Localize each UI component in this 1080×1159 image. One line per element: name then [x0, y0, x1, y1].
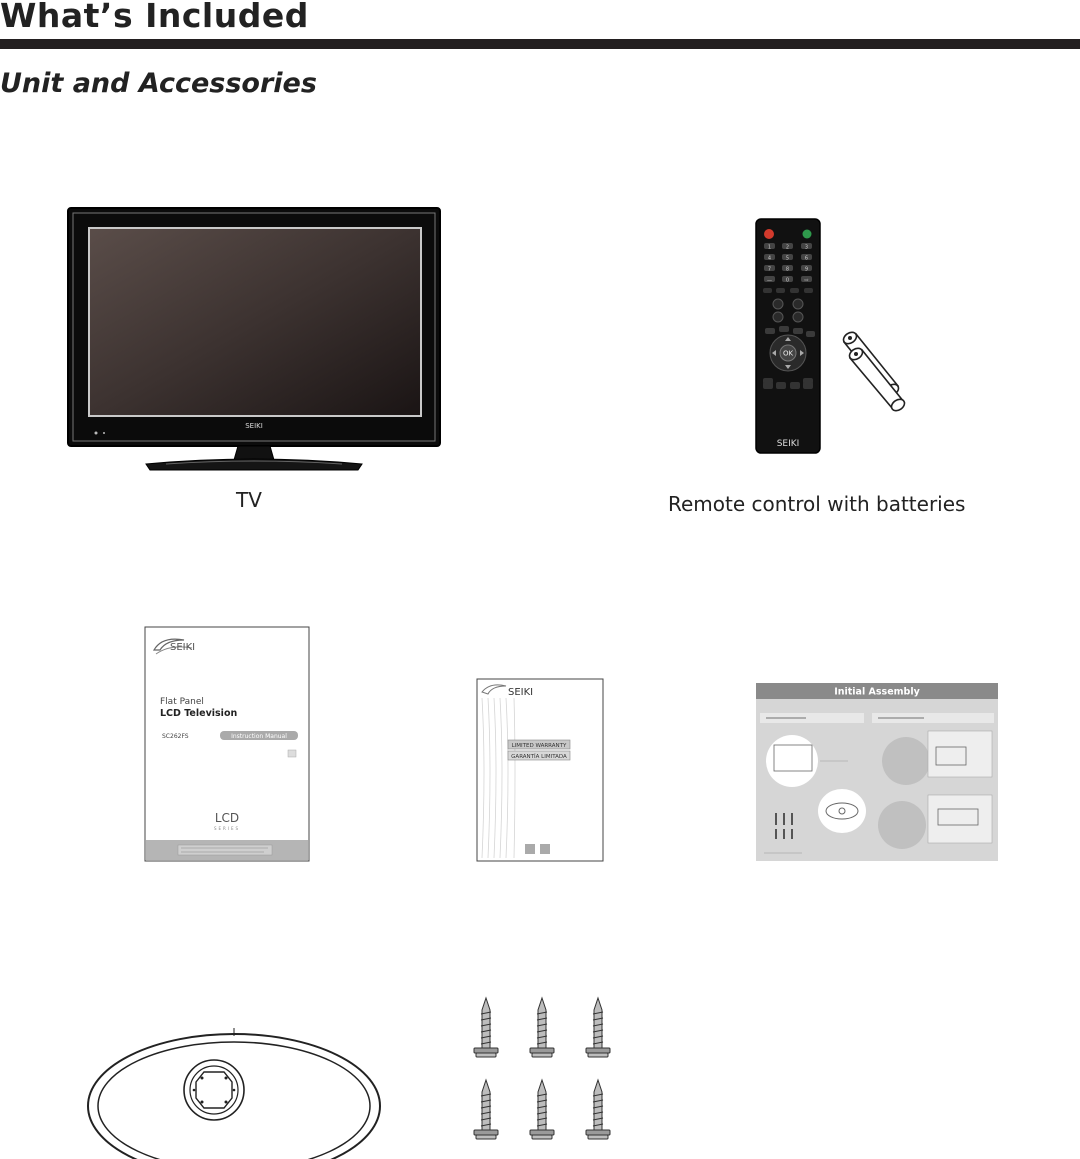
assembly-title: Initial Assembly [834, 686, 920, 698]
ok-label: OK [782, 349, 794, 358]
batteries-illustration [836, 326, 918, 414]
remote-caption: Remote control with batteries [668, 492, 966, 516]
screws-illustration [470, 996, 620, 1142]
remote-brand-label: SEIKI [776, 439, 800, 449]
tv-brand-label: SEIKI [245, 422, 263, 430]
svg-text:6: 6 [804, 255, 809, 262]
manual-model: SC262FS [162, 733, 189, 740]
warranty-illustration [476, 678, 604, 862]
manual-illustration [144, 626, 310, 862]
svg-text:1: 1 [767, 244, 772, 251]
svg-text:7: 7 [767, 266, 772, 273]
svg-text:5: 5 [785, 255, 790, 262]
svg-text:—: — [767, 277, 772, 284]
manual-line2: LCD Television [160, 708, 238, 719]
svg-text:3: 3 [804, 244, 809, 251]
svg-text:⇨: ⇨ [804, 277, 809, 284]
page-title: What’s Included [0, 0, 309, 35]
assembly-illustration [756, 683, 998, 861]
remote-illustration [752, 216, 824, 456]
svg-text:8: 8 [785, 266, 790, 273]
manual-brand: SEIKI [170, 642, 196, 653]
warranty-line1: LIMITED WARRANTY [511, 743, 567, 749]
manual-label: Instruction Manual [231, 733, 287, 740]
warranty-line2: GARANTÍA LIMITADA [511, 754, 567, 760]
warranty-brand: SEIKI [508, 687, 534, 698]
manual-line1: Flat Panel [160, 697, 204, 707]
stand-base-illustration [84, 1016, 384, 1159]
svg-text:0: 0 [785, 277, 790, 284]
svg-text:2: 2 [785, 244, 790, 251]
svg-text:9: 9 [804, 266, 809, 273]
manual-series-small: SERIES [213, 826, 241, 831]
title-rule [0, 39, 1080, 49]
svg-text:4: 4 [767, 255, 772, 262]
tv-illustration [66, 206, 442, 472]
manual-series-big: LCD [214, 811, 240, 825]
tv-caption: TV [236, 488, 262, 512]
section-subtitle: Unit and Accessories [0, 68, 317, 99]
